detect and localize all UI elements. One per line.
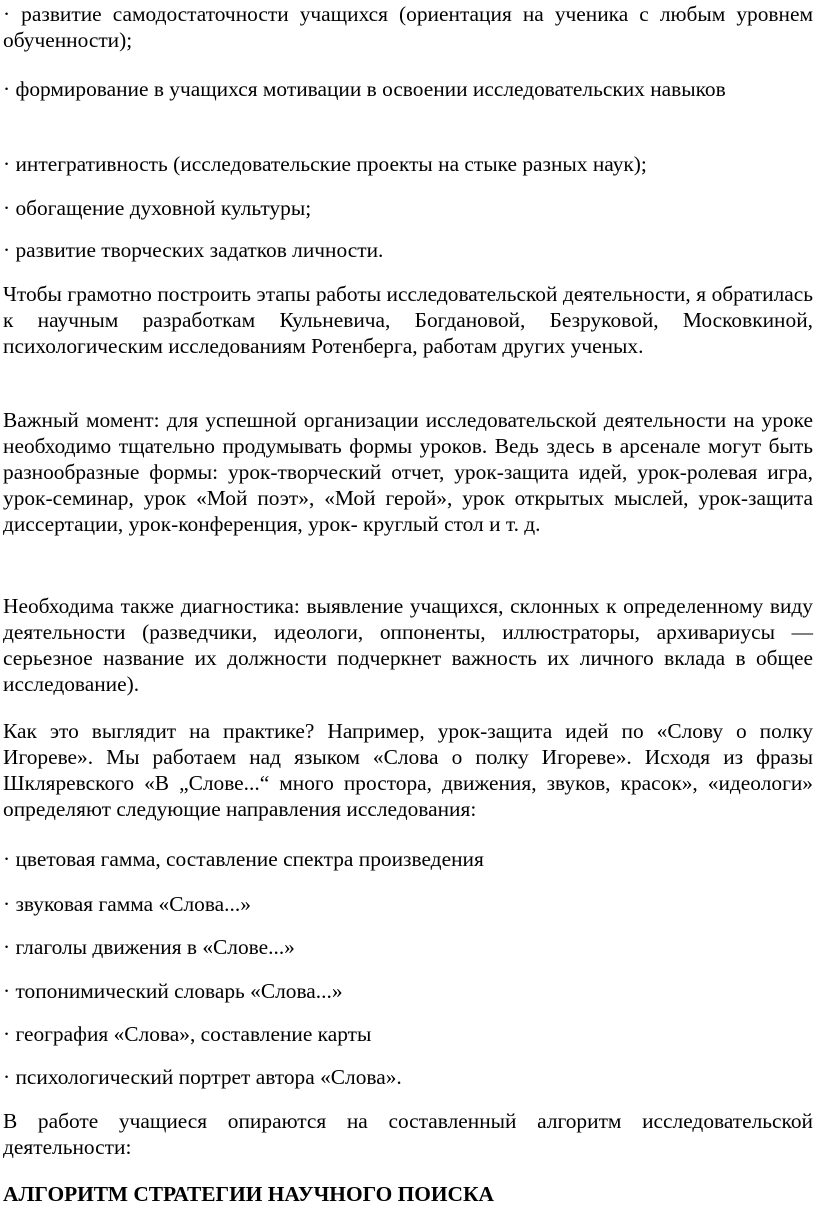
bullet-color-scheme: · цветовая гамма, составление спектра произведения [3, 847, 484, 871]
section-heading-algorithm: АЛГОРИТМ СТРАТЕГИИ НАУЧНОГО ПОИСКА [3, 1182, 494, 1206]
bullet-spiritual-culture: · обогащение духовной культуры; [3, 196, 312, 220]
bullet-creative-abilities: · развитие творческих задатков личности. [3, 238, 384, 262]
paragraph-practice-example: Как это выглядит на практике? Например, урок-защита идей по «Слову о полку Игореве». Мы работаем над языком «Слова о полку Игореве». Исходя из фразы Шкляревского «В „Слове...“ много простора, движения, звуков, красок», «идеологи» определяют следующие направления исследования: [3, 719, 813, 821]
bullet-motivation: · формирование в учащихся мотивации в освоении исследовательских навыков [3, 77, 726, 101]
bullet-sound-scheme: · звуковая гамма «Слова...» [3, 892, 251, 916]
paragraph-research-sources: Чтобы грамотно построить этапы работы исследовательской деятельности, я обратилась к научным разработкам Кульневича, Богдановой, Безруковой, Московкиной, психологическим исследованиям Ротенберга, работам других ученых. [3, 282, 813, 358]
paragraph-algorithm-intro: В работе учащиеся опираются на составленный алгоритм исследовательской деятельности: [3, 1109, 813, 1159]
bullet-integrativity: · интегративность (исследовательские проекты на стыке разных наук); [3, 152, 647, 176]
bullet-geography-map: · география «Слова», составление карты [3, 1022, 372, 1046]
bullet-author-portrait: · психологический портрет автора «Слова». [3, 1065, 402, 1089]
bullet-motion-verbs: · глаголы движения в «Слове...» [3, 935, 295, 959]
bullet-toponymic-dictionary: · топонимический словарь «Слова...» [3, 979, 343, 1003]
paragraph-diagnostics: Необходима также диагностика: выявление учащихся, склонных к определенному виду деятельности (разведчики, идеологи, оппоненты, иллюстраторы, архивариусы — серьезное название их должности подчеркнет важность их личного вклада в общее исследование). [3, 594, 813, 696]
bullet-self-sufficiency: · развитие самодостаточности учащихся (ориентация на ученика с любым уровнем обученности); [3, 2, 813, 52]
paragraph-lesson-forms: Важный момент: для успешной организации исследовательской деятельности на уроке необходимо тщательно продумывать формы уроков. Ведь здесь в арсенале могут быть разнообразные формы: урок-творческий отчет, урок-защита идей, урок-ролевая игра, урок-семинар, урок «Мой поэт», «Мой герой», урок открытых мыслей, урок-защита диссертации, урок-конференция, урок- круглый стол и т. д. [3, 408, 813, 536]
